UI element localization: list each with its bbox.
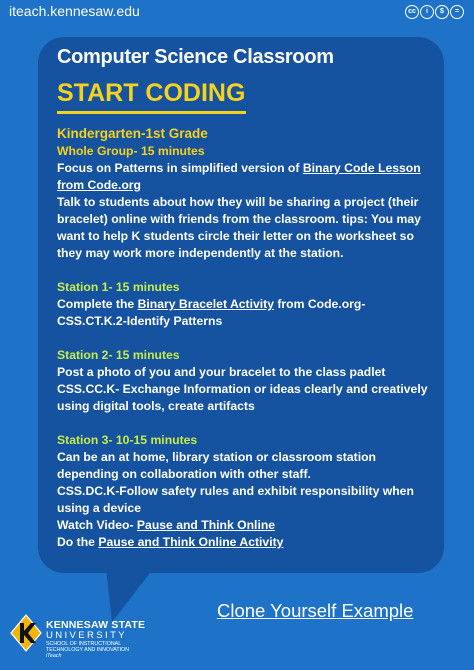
page-title: Computer Science Classroom — [57, 46, 334, 68]
subtitle-underline — [57, 111, 246, 114]
binary-code-lesson-link[interactable]: Binary Code Lesson from Code.org — [57, 161, 421, 192]
pause-think-video-link[interactable]: Pause and Think Online — [136, 518, 276, 532]
whole-group-body: Talk to students about how they will be sharing a project (their bracelet) online with friends from the classroom. tips: You may want to help K students circle their letter on the worksheet so they may work more independently at the station. — [57, 195, 421, 260]
cc-icon: cc — [405, 5, 419, 19]
station3-video — [57, 517, 437, 534]
station1-suffix: from Code.org- CSS.CT.K.2-Identify Patterns — [57, 297, 366, 328]
attribution-icon: i — [420, 5, 434, 19]
ksu-university: UNIVERSITY — [46, 630, 128, 641]
station3-activity — [57, 534, 437, 551]
station3-body2: CSS.DC.K-Follow safety rules and exhibit responsibility when using a device — [57, 484, 414, 515]
station3-body1: Can be an at home, library station or classroom station depending on collaboration with other staff. — [57, 450, 376, 481]
ksu-school-name: SCHOOL OF INSTRUCTIONAL TECHNOLOGY AND INNOVATION — [46, 641, 129, 653]
grade-heading: Kindergarten-1st Grade — [57, 126, 208, 141]
whole-group-intro — [57, 160, 437, 194]
station1-body — [57, 296, 437, 330]
site-url[interactable]: iteach.kennesaw.edu — [9, 3, 140, 19]
station1-prefix: Complete the — [57, 297, 138, 311]
ksu-school — [46, 641, 156, 659]
ksu-logo-icon — [10, 614, 42, 652]
station2-body: Post a photo of you and your bracelet to the class padlet CSS.CC.K- Exchange Information or ideas clearly and creatively using digital tools, create artifacts — [57, 365, 428, 413]
whole-group-heading: Whole Group- 15 minutes — [57, 144, 205, 158]
noncommercial-icon: $ — [435, 5, 449, 19]
noderivatives-icon: = — [450, 5, 464, 19]
station1-heading: Station 1- 15 minutes — [57, 280, 180, 294]
station2-heading: Station 2- 15 minutes — [57, 348, 180, 362]
video-prefix: Watch Video- — [57, 518, 137, 532]
activity-prefix: Do the — [57, 535, 99, 549]
ksu-iteach: iTeach — [46, 653, 62, 659]
binary-bracelet-activity-link[interactable]: Binary Bracelet Activity — [137, 297, 274, 311]
ksu-name: KENNESAW STATE — [46, 619, 146, 631]
pause-think-activity-link[interactable]: Pause and Think Online Activity — [98, 535, 284, 549]
lesson-content — [57, 125, 437, 551]
clone-yourself-example-link[interactable]: Clone Yourself Example — [217, 600, 414, 621]
whole-group-prefix: Focus on Patterns in simplified version of — [57, 161, 303, 175]
station3-heading: Station 3- 10-15 minutes — [57, 433, 198, 447]
page-subtitle: START CODING — [57, 79, 246, 107]
